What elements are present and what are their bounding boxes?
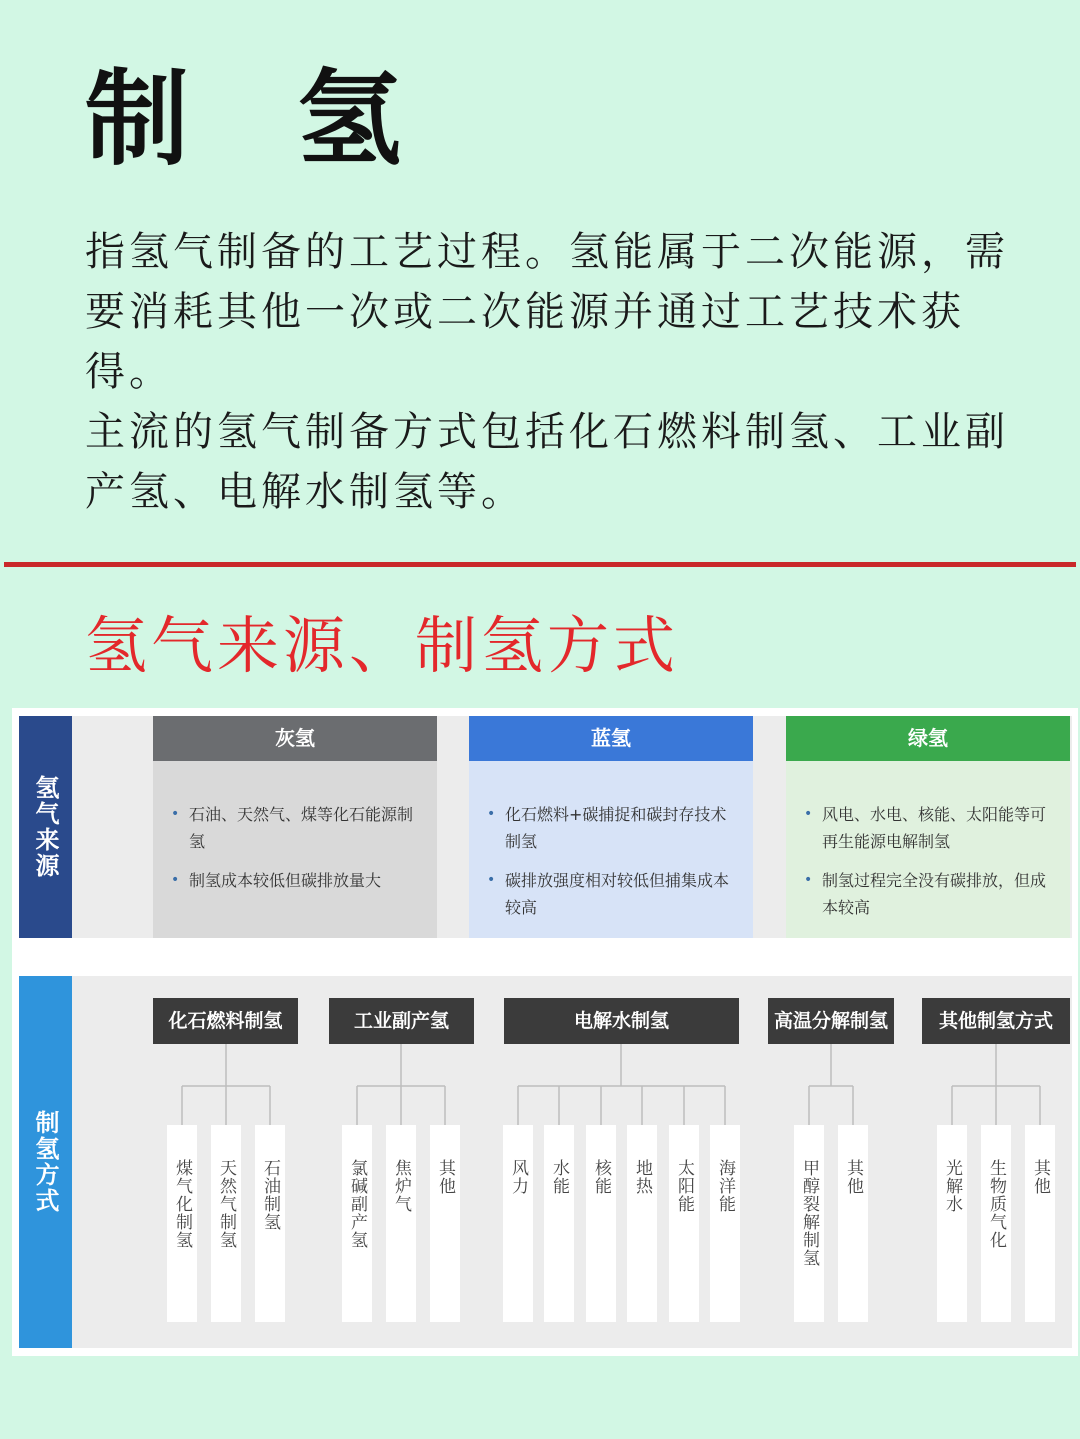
category-thermal-decomposition: [768, 998, 894, 1044]
leaf-coal-gasification: 煤气化制氢: [167, 1125, 197, 1322]
red-divider: [4, 562, 1076, 567]
section-subtitle: 氢气来源、制氢方式: [85, 609, 680, 682]
leaf-chlor-alkali: 氯碱副产氢: [342, 1125, 372, 1322]
leaf-ocean: 海洋能: [710, 1125, 740, 1322]
hydrogen-diagram: [12, 708, 1078, 1356]
leaf-solar: 太阳能: [669, 1125, 699, 1322]
category-label: 电解水制氢: [573, 1010, 669, 1032]
blue-bullet-2: • 碳排放强度相对较低但捕集成本较高: [487, 867, 739, 921]
intro-paragraph-1: 指氢气制备的工艺过程。氢能属于二次能源，需要消耗其他一次或二次能源并通过工艺技术获得。: [85, 229, 1009, 395]
intro-text: [85, 222, 1025, 522]
leaf-thermal-other: 其他: [838, 1125, 868, 1322]
blue-bullet-1: • 化石燃料+碳捕捉和碳封存技术制氢: [487, 801, 739, 855]
category-electrolysis: [504, 998, 739, 1044]
leaf-methanol-cracking: 甲醇裂解制氢: [794, 1125, 824, 1322]
leaf-natural-gas: 天然气制氢: [211, 1125, 241, 1322]
leaf-industrial-other: 其他: [430, 1125, 460, 1322]
category-industrial-byproduct: [329, 998, 474, 1044]
side-label-method: 制氢方式: [19, 976, 72, 1348]
grey-bullet-1: • 石油、天然气、煤等化石能源制氢: [171, 801, 423, 855]
category-label: 其他制氢方式: [938, 1010, 1053, 1032]
grey-hydrogen-header: 灰氢: [153, 716, 437, 761]
leaf-photolysis: 光解水: [937, 1125, 967, 1322]
leaf-petroleum: 石油制氢: [255, 1125, 285, 1322]
leaf-hydro: 水能: [544, 1125, 574, 1322]
category-fossil-fuel: [153, 998, 298, 1044]
page-title: 制 氢: [85, 58, 438, 180]
side-label-source: 氢气来源: [19, 716, 72, 938]
category-other-methods: [922, 998, 1070, 1044]
leaf-wind: 风力: [503, 1125, 533, 1322]
category-label: 化石燃料制氢: [168, 1010, 283, 1032]
blue-hydrogen-header: 蓝氢: [469, 716, 753, 761]
leaf-biomass-gasification: 生物质气化: [981, 1125, 1011, 1322]
grey-bullet-2: • 制氢成本较低但碳排放量大: [171, 867, 423, 894]
leaf-geothermal: 地热: [627, 1125, 657, 1322]
leaf-method-other: 其他: [1025, 1125, 1055, 1322]
green-bullet-2: • 制氢过程完全没有碳排放，但成本较高: [804, 867, 1056, 921]
leaf-coke-oven-gas: 焦炉气: [386, 1125, 416, 1322]
category-label: 工业副产氢: [353, 1010, 449, 1032]
leaf-nuclear: 核能: [586, 1125, 616, 1322]
category-label: 高温分解制氢: [773, 1010, 888, 1032]
green-bullet-1: • 风电、水电、核能、太阳能等可再生能源电解制氢: [804, 801, 1056, 855]
intro-paragraph-2: 主流的氢气制备方式包括化石燃料制氢、工业副产氢、电解水制氢等。: [85, 409, 1009, 515]
green-hydrogen-header: 绿氢: [786, 716, 1070, 761]
